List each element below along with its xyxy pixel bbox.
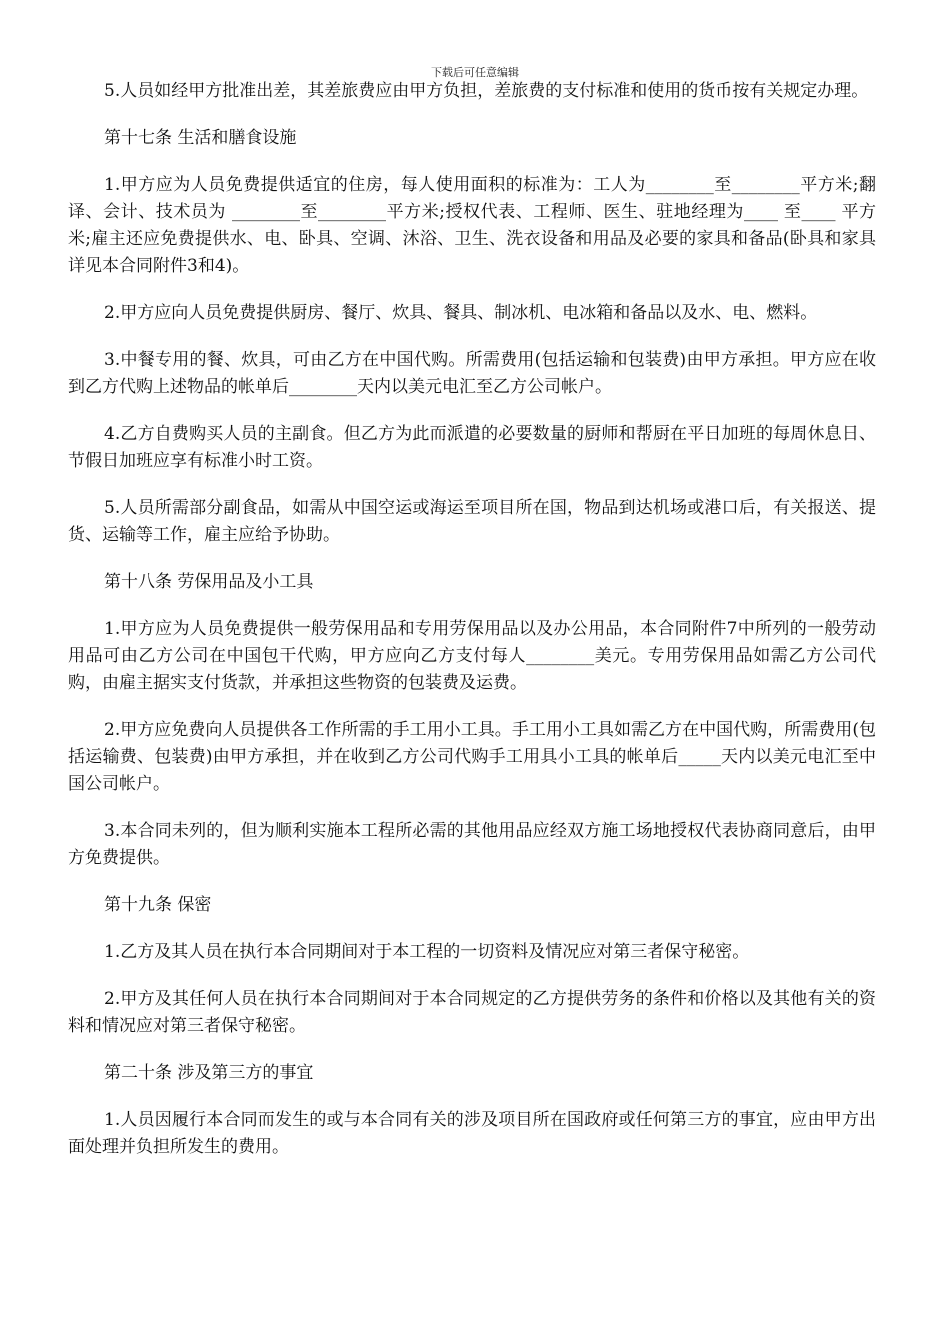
header-note: 下载后可任意编辑 [431,66,519,79]
article-20-heading: 第二十条 涉及第三方的事宜 [104,1063,314,1083]
article-19-heading: 第十九条 保密 [104,895,212,915]
clause-17-item-1: 1.甲方应为人员免费提供适宜的住房，每人使用面积的标准为：工人为________至________平方米;翻译、会计、技术员为 ________至________平方米;授权代表、工程师、医生、驻地经理为____ 至____ 平方米;雇主还应免费提供水、电、卧具、空调、沐浴、卫生、洗衣设备和用品及必要的家具和备品(卧具和家具详见本合同附件3和4)。 [68,175,876,276]
clause-17-item-3: 3.中餐专用的餐、炊具，可由乙方在中国代购。所需费用(包括运输和包装费)由甲方承担。甲方应在收到乙方代购上述物品的帐单后________天内以美元电汇至乙方公司帐户。 [68,350,876,397]
clause-16-item-5: 5.人员如经甲方批准出差，其差旅费应由甲方负担，差旅费的支付标准和使用的货币按有关规定办理。 [104,81,869,101]
clause-18-item-1: 1.甲方应为人员免费提供一般劳保用品和专用劳保用品以及办公用品，本合同附件7中所列的一般劳动用品可由乙方公司在中国包干代购，甲方应向乙方支付每人________美元。专用劳保用品如需乙方公司代购，由雇主据实支付货款，并承担这些物资的包装费及运费。 [68,619,876,693]
clause-20-item-1: 1.人员因履行本合同而发生的或与本合同有关的涉及项目所在国政府或任何第三方的事宜，应由甲方出面处理并负担所发生的费用。 [68,1110,876,1157]
article-18-heading: 第十八条 劳保用品及小工具 [104,572,314,592]
clause-18-item-3: 3.本合同未列的，但为顺利实施本工程所必需的其他用品应经双方施工场地授权代表协商同意后，由甲方免费提供。 [68,821,876,868]
article-17-heading: 第十七条 生活和膳食设施 [104,128,297,148]
clause-17-item-4: 4.乙方自费购买人员的主副食。但乙方为此而派遣的必要数量的厨师和帮厨在平日加班的每周休息日、节假日加班应享有标准小时工资。 [68,424,876,471]
clause-19-item-2: 2.甲方及其任何人员在执行本合同期间对于本合同规定的乙方提供劳务的条件和价格以及其他有关的资料和情况应对第三者保守秘密。 [68,989,876,1036]
clause-17-item-5: 5.人员所需部分副食品，如需从中国空运或海运至项目所在国，物品到达机场或港口后，有关报送、提货、运输等工作，雇主应给予协助。 [68,498,876,545]
clause-18-item-2: 2.甲方应免费向人员提供各工作所需的手工用小工具。手工用小工具如需乙方在中国代购，所需费用(包括运输费、包装费)由甲方承担，并在收到乙方公司代购手工用具小工具的帐单后_____天内以美元电汇至中国公司帐户。 [68,720,876,794]
clause-17-item-2: 2.甲方应向人员免费提供厨房、餐厅、炊具、餐具、制冰机、电冰箱和备品以及水、电、燃料。 [104,303,818,323]
clause-19-item-1: 1.乙方及其人员在执行本合同期间对于本工程的一切资料及情况应对第三者保守秘密。 [104,942,750,962]
document-body [68,78,876,1181]
